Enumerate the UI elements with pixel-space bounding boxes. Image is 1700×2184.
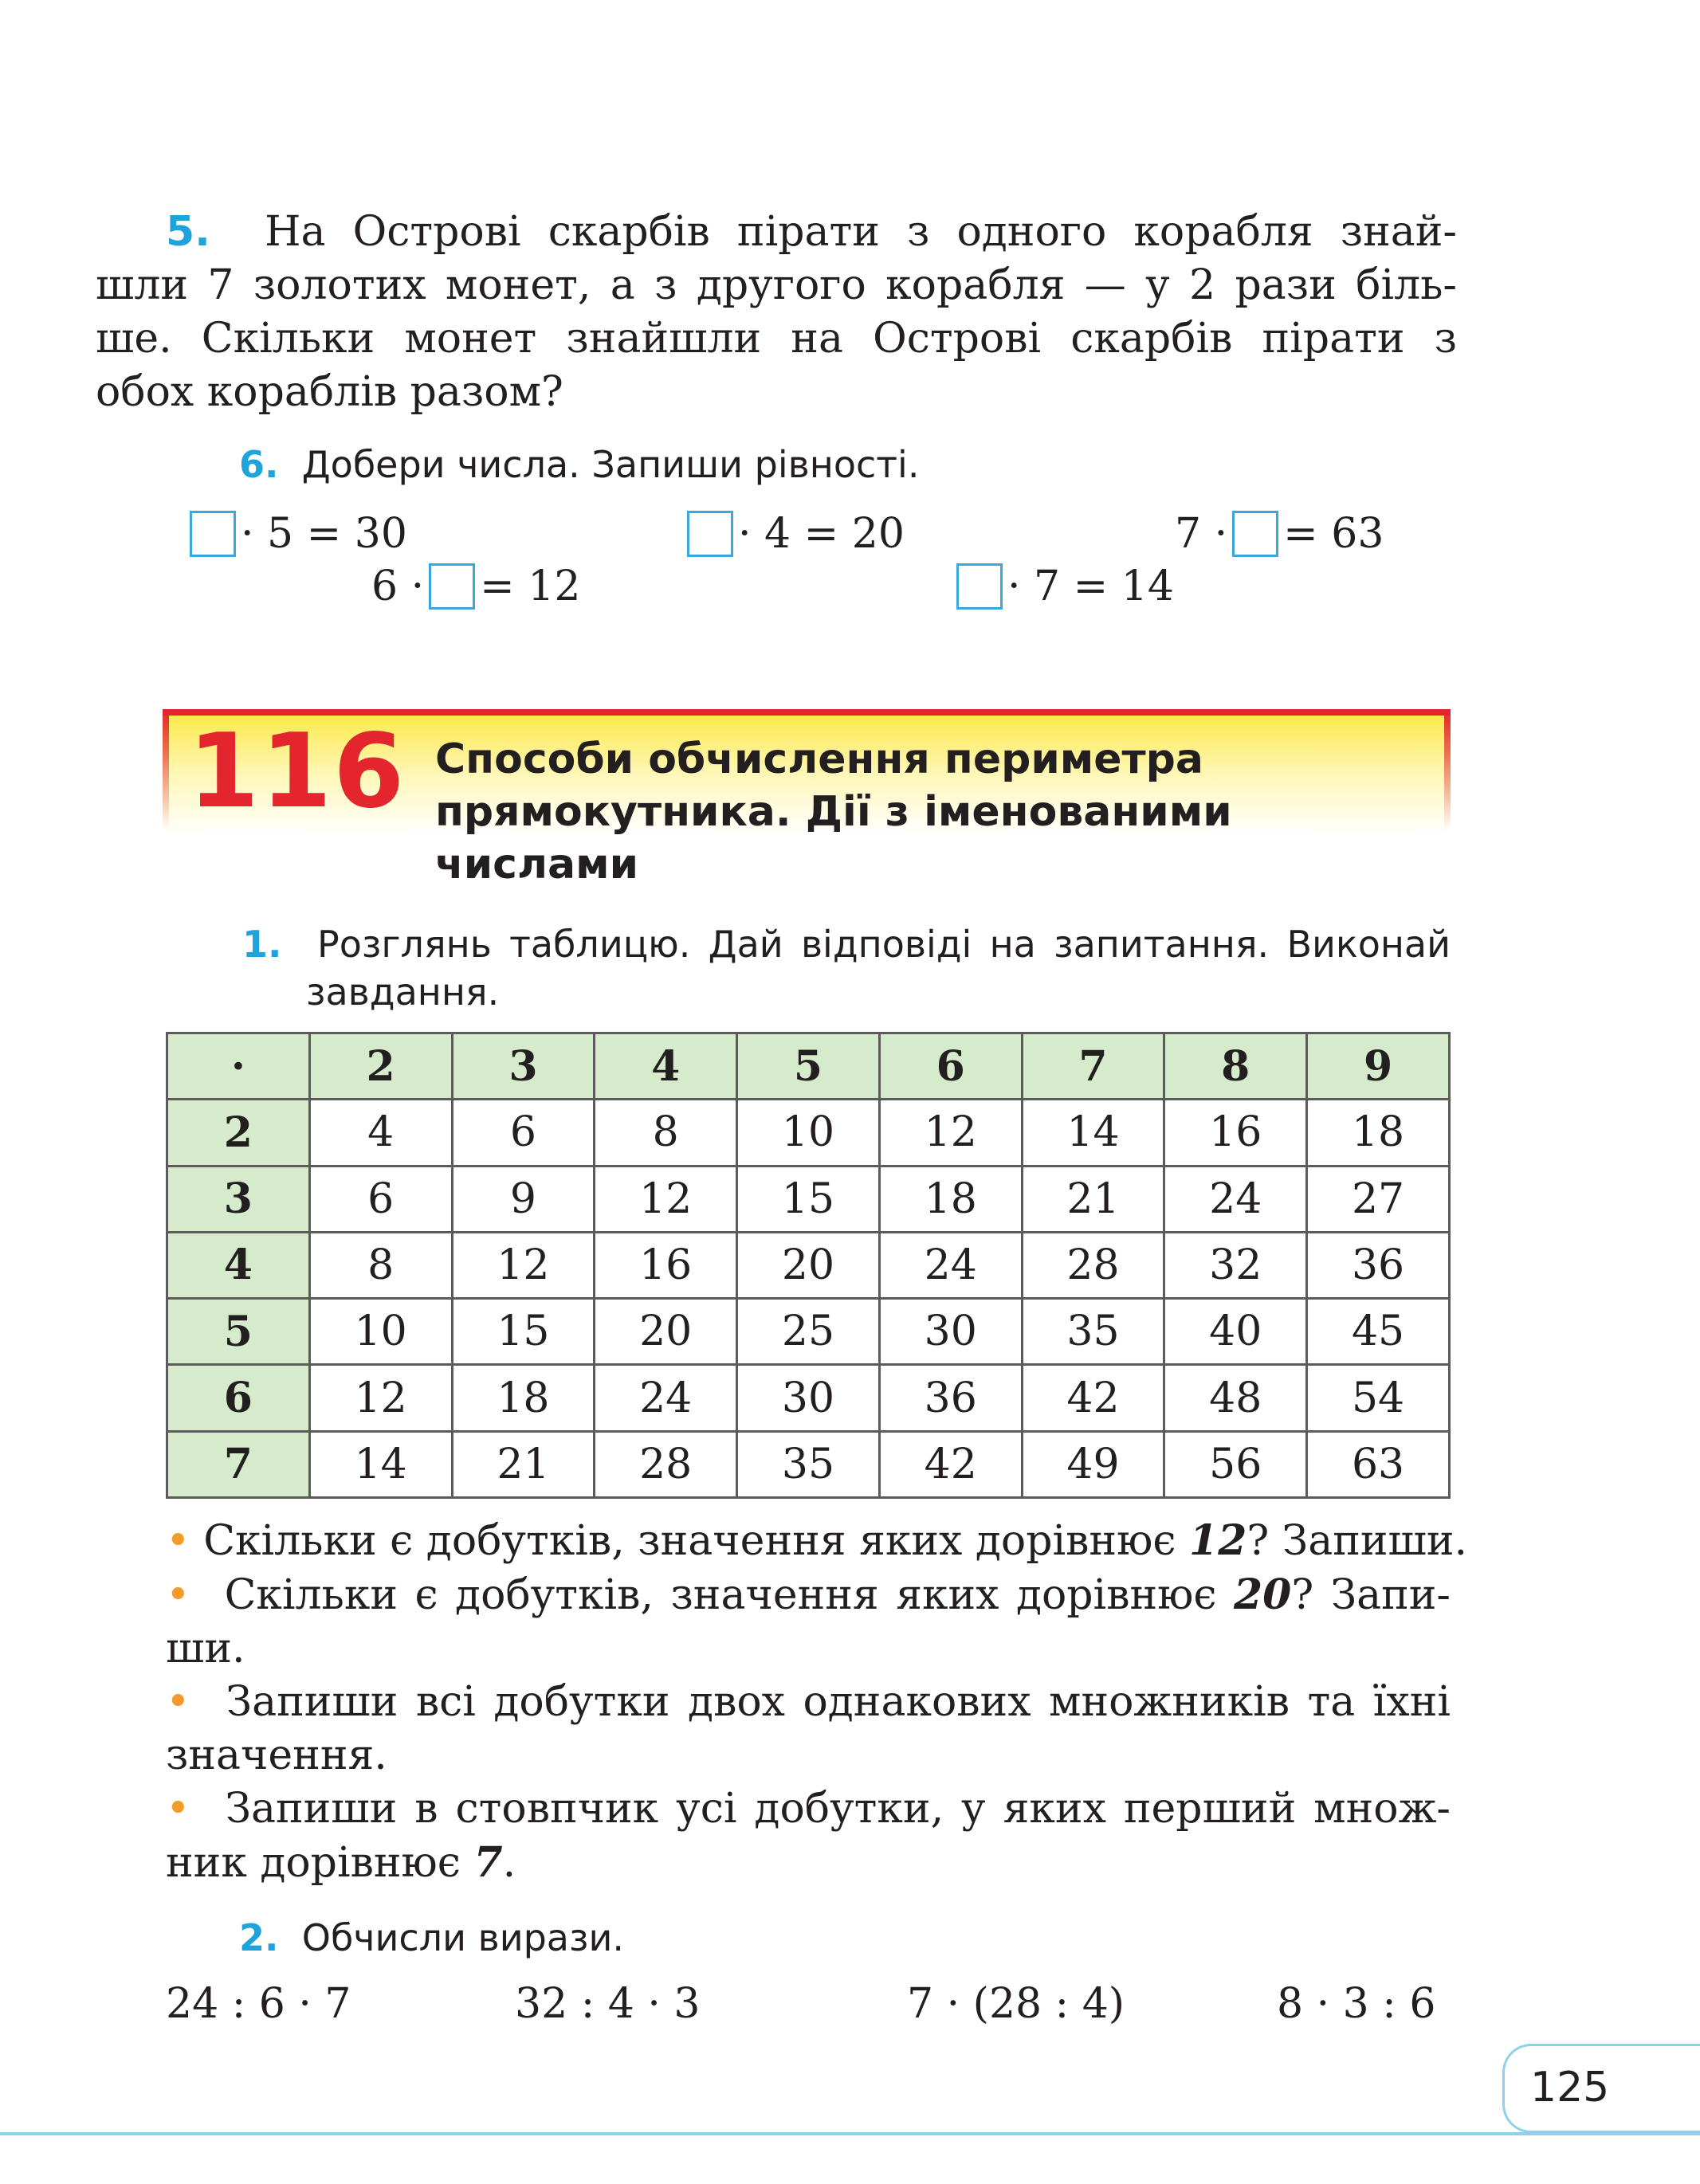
table-cell: 48 xyxy=(1164,1365,1307,1431)
problem-5-line-3: ше. Скільки монет знайшли на Острові скарбів пірати з xyxy=(96,315,1457,363)
question-4-cont xyxy=(166,1836,1451,1890)
equation-2 xyxy=(682,510,905,558)
lesson-title-line: числами xyxy=(435,841,639,888)
table-cell: 12 xyxy=(879,1100,1022,1166)
table-cell: 36 xyxy=(879,1365,1022,1431)
task-1-line-1 xyxy=(242,920,1451,968)
table-cell: 24 xyxy=(1164,1166,1307,1232)
problem-6-number: 6. xyxy=(239,443,279,486)
table-header-row xyxy=(167,1033,1450,1100)
question-text: Запиши в стовпчик усі добутки, у яких перший множ- xyxy=(225,1785,1451,1833)
problem-5-number: 5. xyxy=(166,208,210,256)
table-cell: 28 xyxy=(595,1431,737,1497)
bullet-marker: • xyxy=(166,1785,190,1833)
table-cell: 20 xyxy=(737,1232,880,1298)
expression: 7 · (28 : 4) xyxy=(907,1980,1125,2028)
expression: 24 : 6 · 7 xyxy=(166,1980,351,2028)
equation-1 xyxy=(185,510,407,558)
table-cell: 16 xyxy=(1164,1100,1307,1166)
equation-text: · 5 = 30 xyxy=(241,510,407,558)
equation-text: · 4 = 20 xyxy=(738,510,905,558)
problem-6-instruction: Добери числа. Запиши рівності. xyxy=(301,443,920,486)
answer-box[interactable] xyxy=(687,511,733,557)
task-1-text: Розглянь таблицю. Дай відповіді на запитання. Виконай xyxy=(317,923,1451,966)
table-cell: 12 xyxy=(309,1365,452,1431)
question-text: ник дорівнює xyxy=(166,1839,474,1887)
question-text: Скільки є добутків, значення яких дорівнює xyxy=(203,1517,1190,1565)
problem-5-line-4: обох кораблів разом? xyxy=(96,368,563,416)
table-cell: 21 xyxy=(452,1431,595,1497)
bullet-marker: • xyxy=(166,1571,190,1619)
table-cell: 14 xyxy=(1022,1100,1164,1166)
multiplication-table xyxy=(166,1032,1451,1499)
table-cell: 16 xyxy=(595,1232,737,1298)
table-cell: 18 xyxy=(879,1166,1022,1232)
table-cell: 42 xyxy=(1022,1365,1164,1431)
problem-5 xyxy=(96,206,1457,416)
lesson-title-line: прямокутника. Дії з іменованими xyxy=(435,788,1232,836)
lesson-title xyxy=(435,733,1392,891)
question-3-cont: значення. xyxy=(166,1731,387,1779)
table-row xyxy=(167,1166,1450,1232)
table-row xyxy=(167,1232,1450,1298)
table-cell: 20 xyxy=(595,1299,737,1365)
expression: 32 : 4 · 3 xyxy=(515,1980,701,2028)
answer-box[interactable] xyxy=(956,563,1003,610)
emphasis-number: 20 xyxy=(1233,1570,1292,1619)
equation-text: 6 · xyxy=(371,563,425,610)
column-header: 3 xyxy=(452,1033,595,1100)
table-row xyxy=(167,1431,1450,1497)
table-cell: 18 xyxy=(452,1365,595,1431)
bullet-marker: • xyxy=(166,1678,190,1726)
column-header: 6 xyxy=(879,1033,1022,1100)
answer-box[interactable] xyxy=(190,511,236,557)
table-cell: 63 xyxy=(1307,1431,1450,1497)
table-cell: 6 xyxy=(309,1166,452,1232)
table-cell: 6 xyxy=(452,1100,595,1166)
lesson-title-line: Способи обчислення периметра xyxy=(435,735,1203,783)
table-cell: 10 xyxy=(309,1299,452,1365)
table-cell: 30 xyxy=(737,1365,880,1431)
row-header: 7 xyxy=(167,1431,310,1497)
equation-3 xyxy=(1175,510,1384,558)
question-text: Скільки є добутків, значення яких дорівнює xyxy=(224,1571,1234,1619)
column-header: 4 xyxy=(595,1033,737,1100)
row-header: 3 xyxy=(167,1166,310,1232)
row-header: 6 xyxy=(167,1365,310,1431)
table-corner-cell: · xyxy=(167,1033,310,1100)
table-cell: 12 xyxy=(595,1166,737,1232)
table-cell: 35 xyxy=(1022,1299,1164,1365)
table-cell: 12 xyxy=(452,1232,595,1298)
table-row xyxy=(167,1299,1450,1365)
column-header: 9 xyxy=(1307,1033,1450,1100)
answer-box[interactable] xyxy=(429,563,475,610)
table-cell: 27 xyxy=(1307,1166,1450,1232)
table-cell: 15 xyxy=(452,1299,595,1365)
table-cell: 36 xyxy=(1307,1232,1450,1298)
question-text: ? Запиши. xyxy=(1247,1517,1468,1565)
table-cell: 10 xyxy=(737,1100,880,1166)
question-1 xyxy=(166,1514,1468,1568)
task-2-instruction: Обчисли вирази. xyxy=(301,1916,624,1959)
column-header: 2 xyxy=(309,1033,452,1100)
table-cell: 9 xyxy=(452,1166,595,1232)
problem-6-heading xyxy=(239,443,919,486)
table-cell: 21 xyxy=(1022,1166,1164,1232)
table-cell: 4 xyxy=(309,1100,452,1166)
table-cell: 30 xyxy=(879,1299,1022,1365)
column-header: 8 xyxy=(1164,1033,1307,1100)
table-cell: 14 xyxy=(309,1431,452,1497)
question-4 xyxy=(166,1782,1451,1836)
table-row xyxy=(167,1100,1450,1166)
table-cell: 8 xyxy=(309,1232,452,1298)
row-header: 2 xyxy=(167,1100,310,1166)
question-2 xyxy=(166,1568,1451,1622)
table-cell: 56 xyxy=(1164,1431,1307,1497)
question-text: . xyxy=(502,1839,516,1887)
lesson-number: 116 xyxy=(188,712,406,831)
equation-text: = 12 xyxy=(480,563,581,610)
question-text: ? Запи- xyxy=(1291,1571,1451,1619)
problem-5-line-1 xyxy=(166,206,1457,259)
table-cell: 40 xyxy=(1164,1299,1307,1365)
table-cell: 24 xyxy=(879,1232,1022,1298)
table-cell: 18 xyxy=(1307,1100,1450,1166)
equation-5 xyxy=(952,563,1174,610)
lesson-header-right-edge xyxy=(1444,709,1451,829)
problem-5-line-2: шли 7 золотих монет, а з другого корабля — у 2 рази біль- xyxy=(96,261,1457,309)
emphasis-number: 12 xyxy=(1189,1516,1247,1565)
table-cell: 32 xyxy=(1164,1232,1307,1298)
task-2-number: 2. xyxy=(239,1916,279,1959)
table-cell: 42 xyxy=(879,1431,1022,1497)
question-3 xyxy=(166,1676,1451,1729)
column-header: 5 xyxy=(737,1033,880,1100)
task-1-number: 1. xyxy=(242,923,282,966)
table-cell: 45 xyxy=(1307,1299,1450,1365)
row-header: 5 xyxy=(167,1299,310,1365)
task-1-line-2: завдання. xyxy=(306,970,500,1014)
question-list xyxy=(166,1514,1468,1890)
answer-box[interactable] xyxy=(1232,511,1278,557)
table-cell: 49 xyxy=(1022,1431,1164,1497)
task-2-heading xyxy=(239,1916,624,1959)
bottom-rule xyxy=(0,2132,1700,2135)
table-cell: 25 xyxy=(737,1299,880,1365)
table-cell: 35 xyxy=(737,1431,880,1497)
lesson-header-left-edge xyxy=(163,709,169,829)
table-cell: 54 xyxy=(1307,1365,1450,1431)
table-cell: 28 xyxy=(1022,1232,1164,1298)
page-number: 125 xyxy=(1530,2064,1610,2111)
equation-text: = 63 xyxy=(1283,510,1384,558)
table-row xyxy=(167,1365,1450,1431)
equation-4 xyxy=(371,563,580,610)
task-1 xyxy=(242,920,1451,1016)
row-header: 4 xyxy=(167,1232,310,1298)
table-cell: 24 xyxy=(595,1365,737,1431)
question-text: Запиши всі добутки двох однакових множників та їхні xyxy=(226,1678,1451,1726)
expression: 8 · 3 : 6 xyxy=(1277,1980,1436,2028)
emphasis-number: 7 xyxy=(473,1838,503,1887)
question-2-cont: ши. xyxy=(166,1625,245,1672)
column-header: 7 xyxy=(1022,1033,1164,1100)
table-cell: 15 xyxy=(737,1166,880,1232)
equation-text: · 7 = 14 xyxy=(1007,563,1174,610)
table-cell: 8 xyxy=(595,1100,737,1166)
problem-5-text: На Острові скарбів пірати з одного корабля знай- xyxy=(265,208,1457,256)
equation-text: 7 · xyxy=(1175,510,1228,558)
bullet-marker: • xyxy=(166,1517,190,1565)
